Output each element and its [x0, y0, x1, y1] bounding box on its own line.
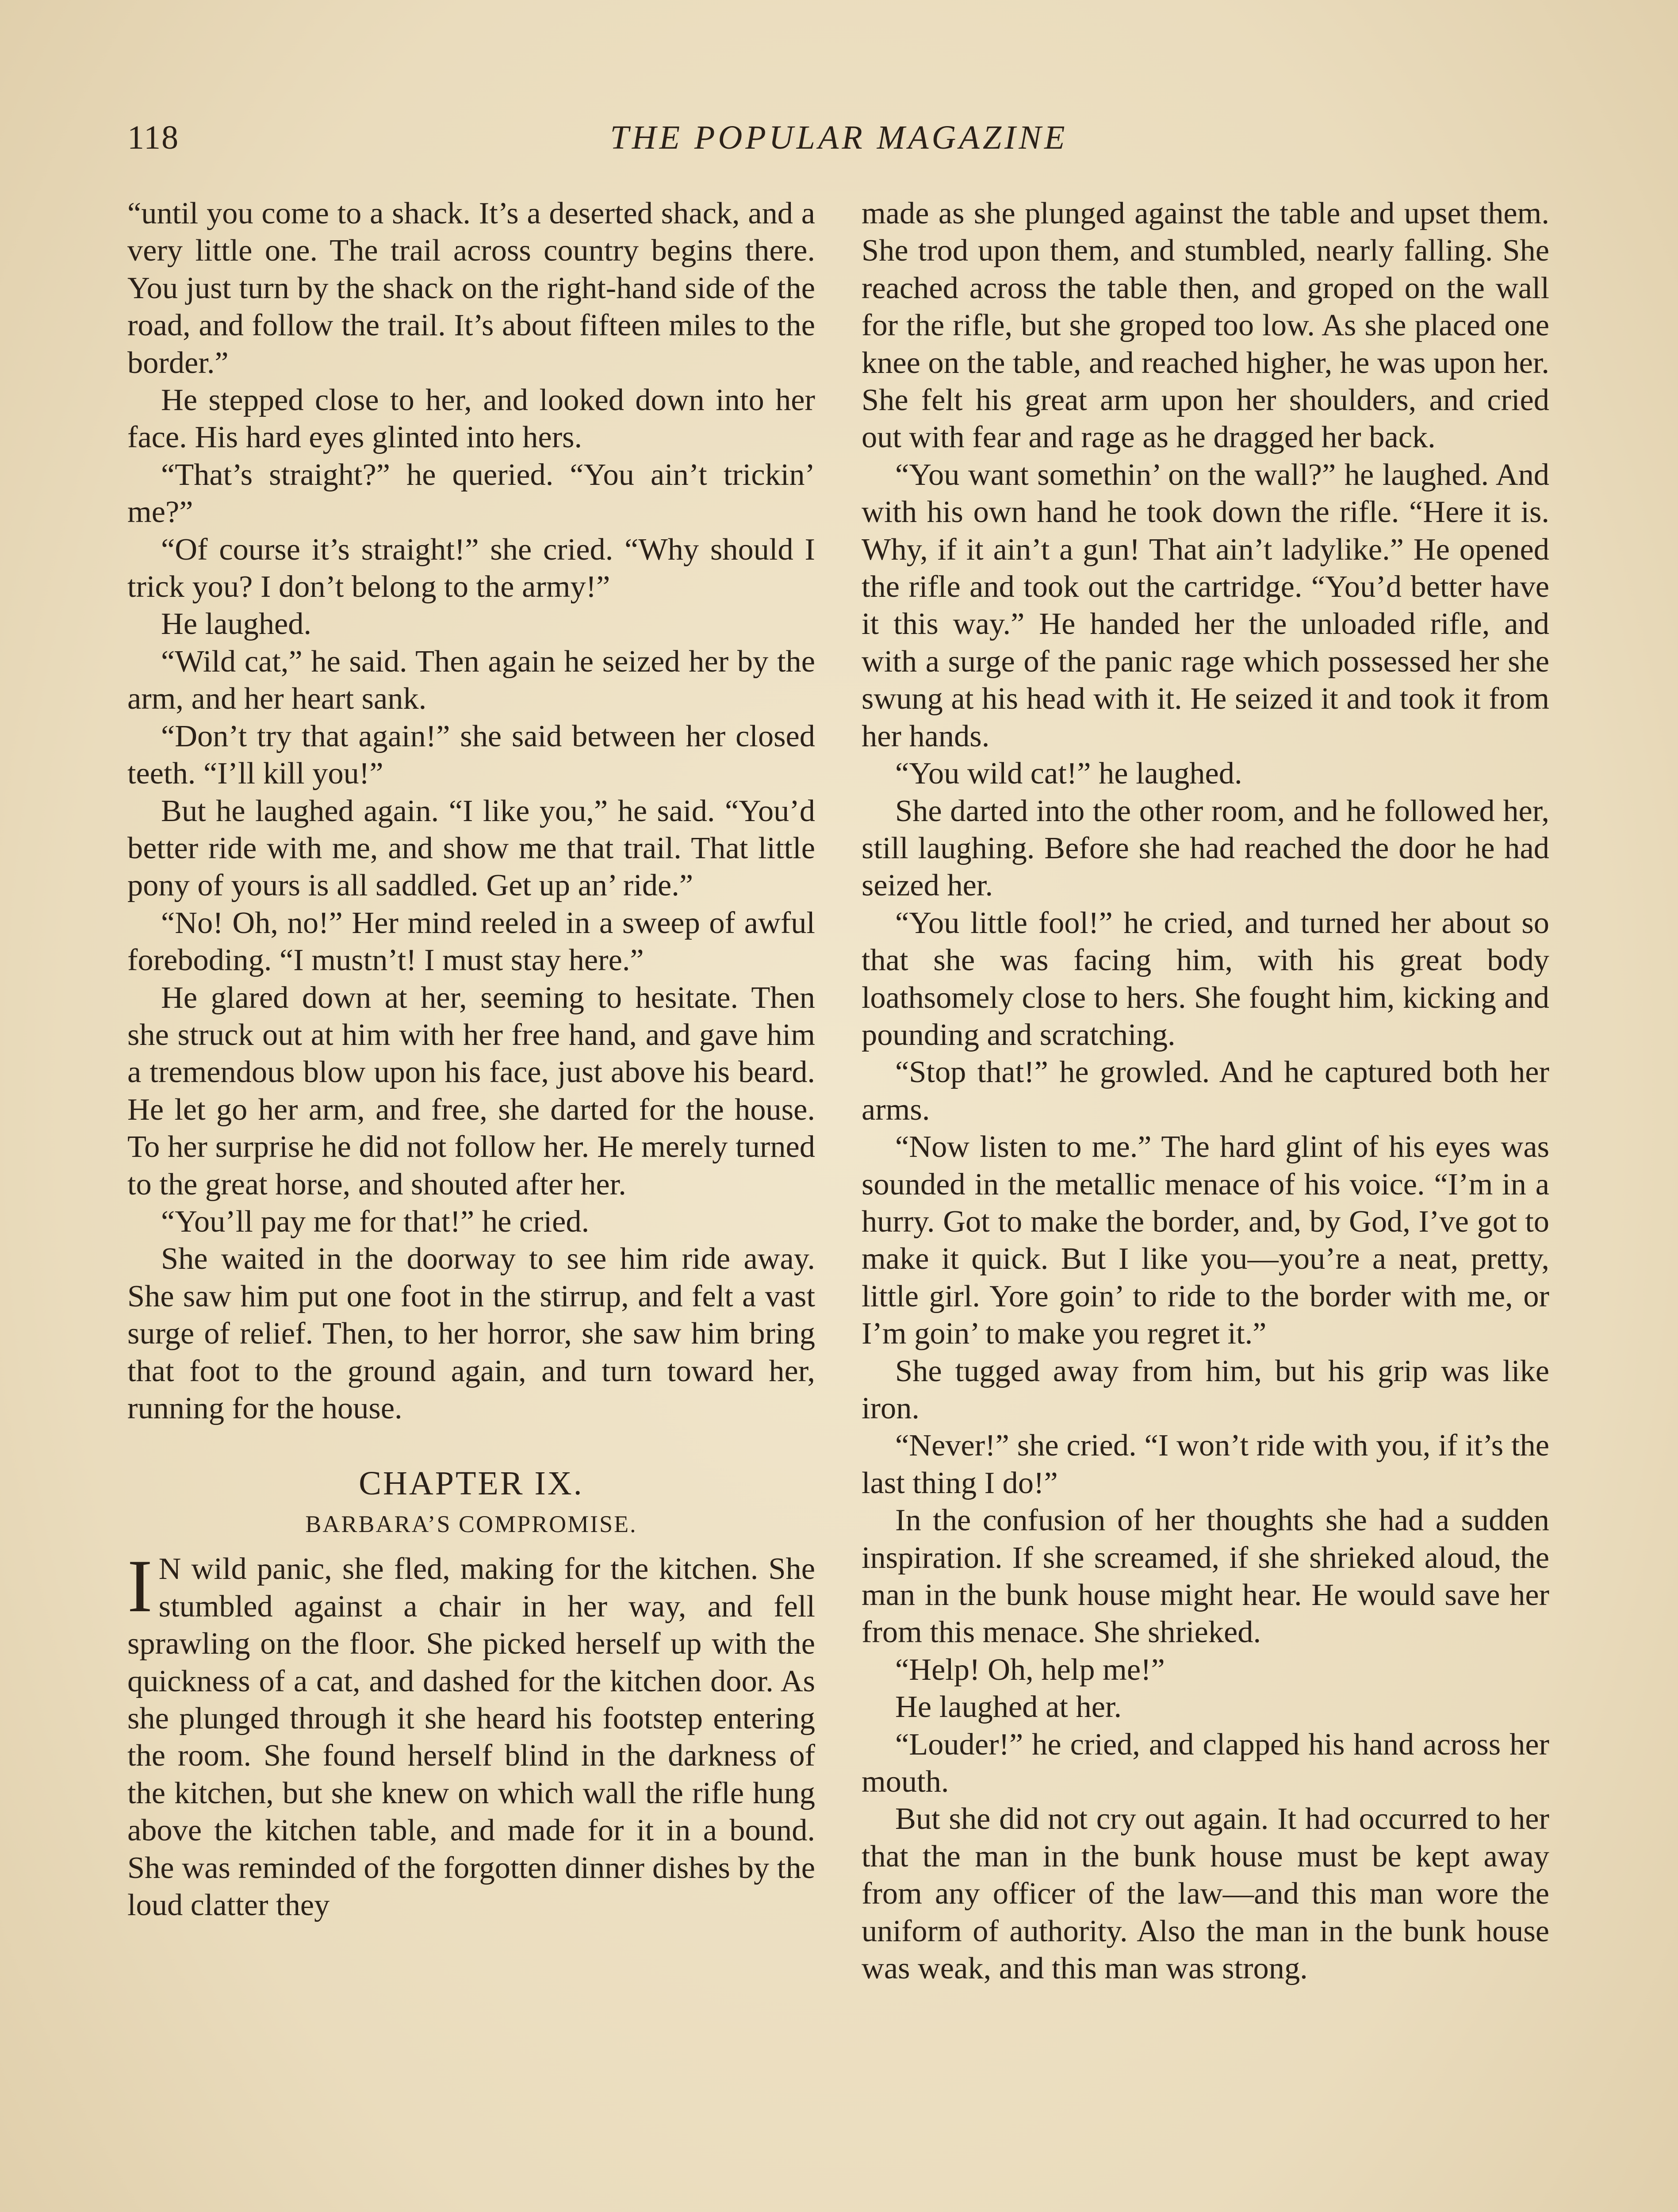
paragraph: He stepped close to her, and looked down into her face. His hard eyes glinted into hers. [127, 383, 815, 455]
paragraph: “Now listen to me.” The hard glint of his eyes was sounded in the metallic menace of his voice. “I’m in a hurry. Got to make the border, and, by God, I’ve got to make it quick. But I like you—you’re a neat, pretty, little girl. Yore goin’ to ride to the border with me, or I’m goin’ to make you regret it.” [862, 1129, 1549, 1351]
paragraph: But he laughed again. “I like you,” he said. “You’d better ride with me, and show me that trail. That little pony of yours is all saddled. Get up an’ ride.” [127, 793, 815, 903]
paragraph: He laughed. [161, 607, 312, 641]
paragraph: He laughed at her. [895, 1690, 1122, 1724]
paragraph: “You’ll pay me for that!” he cried. [161, 1204, 590, 1239]
paragraph: “You want somethin’ on the wall?” he laughed. And with his own hand he took down the rifle. “Here it is. Why, if it ain’t a gun! That ain’t ladylike.” He opened the rifle and took out the cartridge. “You’d better have it this way.” He handed her the unloaded rifle, and with a surge of the panic rage which possessed her she swung at his head with it. He seized it and took it from her hands. [862, 457, 1549, 753]
paragraph: “Wild cat,” he said. Then again he seized her by the arm, and her heart sank. [127, 644, 815, 716]
chapter-spacer [127, 1427, 815, 1464]
drop-cap: I [127, 1544, 153, 1628]
paragraph: He glared down at her, seeming to hesitate. Then she struck out at him with her free hand, and gave him a tremendous blow upon his face, just above his beard. He let go her arm, and free, she darted for the house. To her surprise he did not follow her. He merely turned to the great horse, and shouted after her. [127, 980, 815, 1202]
chapter-title: CHAPTER IX. [359, 1465, 584, 1502]
paragraph: She darted into the other room, and he followed her, still laughing. Before she had reached the door he had seized her. [862, 793, 1549, 903]
paragraph: In the confusion of her thoughts she had a sudden inspiration. If she screamed, if she shrieked aloud, the man in the bunk house might hear. He would save her from this menace. She shrieked. [862, 1503, 1549, 1650]
chapter-opening-paragraph [127, 1544, 815, 1924]
paragraph: She tugged away from him, but his grip was like iron. [862, 1353, 1549, 1425]
paragraph: “Of course it’s straight!” she cried. “Why should I trick you? I don’t belong to the army!” [127, 532, 815, 604]
paragraph: made as she plunged against the table and upset them. She trod upon them, and stumbled, nearly falling. She reached across the table then, and groped on the wall for the rifle, but she groped too low. As she placed one knee on the table, and reached higher, he was upon her. She felt his great arm upon her shoulders, and cried out with fear and rage as he dragged her back. [862, 196, 1549, 455]
paragraph: “You little fool!” he cried, and turned her about so that she was facing him, with his great body loathsomely close to hers. She fought him, kicking and pounding and scratching. [862, 905, 1549, 1052]
page-number: 118 [127, 119, 180, 156]
chapter-subtitle: BARBARA’S COMPROMISE. [305, 1511, 637, 1538]
right-column [862, 195, 1549, 2212]
paragraph: “No! Oh, no!” Her mind reeled in a sweep of awful foreboding. “I mustn’t! I must stay here.” [127, 905, 815, 978]
left-column [127, 195, 815, 2212]
running-head: THE POPULAR MAGAZINE [610, 119, 1068, 156]
paragraph: “Stop that!” he growled. And he captured both her arms. [862, 1055, 1549, 1127]
paragraph: “That’s straight?” he queried. “You ain’t trickin’ me?” [127, 457, 815, 530]
chapter-opening-text: N wild panic, she fled, making for the kitchen. She stumbled against a chair in her way, and fell sprawling on the floor. She picked herself up with the quickness of a cat, and dashed for the kitchen door. As she plunged through it she heard his footstep entering the room. She found herself blind in the darkness of the kitchen, but she knew on which wall the rifle hung above the kitchen table, and made for it in a bound. She was reminded of the forgotten dinner dishes by the loud clatter they [127, 1551, 815, 1923]
page-header [127, 119, 1551, 167]
paragraph: “Never!” she cried. “I won’t ride with you, if it’s the last thing I do!” [862, 1428, 1549, 1500]
paragraph: She waited in the doorway to see him ride away. She saw him put one foot in the stirrup, and felt a vast surge of relief. Then, to her horror, she saw him bring that foot to the ground again, and turn toward her, running for the house. [127, 1241, 815, 1425]
paragraph: “Don’t try that again!” she said between her closed teeth. “I’ll kill you!” [127, 718, 815, 791]
text-columns [127, 195, 1549, 2212]
paragraph: “until you come to a shack. It’s a deserted shack, and a very little one. The trail across country begins there. You just turn by the shack on the right-hand side of the road, and follow the trail. It’s about fifteen miles to the border.” [127, 196, 815, 380]
paragraph: “Louder!” he cried, and clapped his hand across her mouth. [862, 1727, 1549, 1799]
paragraph: “You wild cat!” he laughed. [895, 756, 1242, 791]
paragraph: But she did not cry out again. It had occurred to her that the man in the bunk house must be kept away from any officer of the law—and this man wore the uniform of authority. Also the man in the bunk house was weak, and this man was strong. [862, 1801, 1549, 1986]
paragraph: “Help! Oh, help me!” [895, 1652, 1165, 1687]
